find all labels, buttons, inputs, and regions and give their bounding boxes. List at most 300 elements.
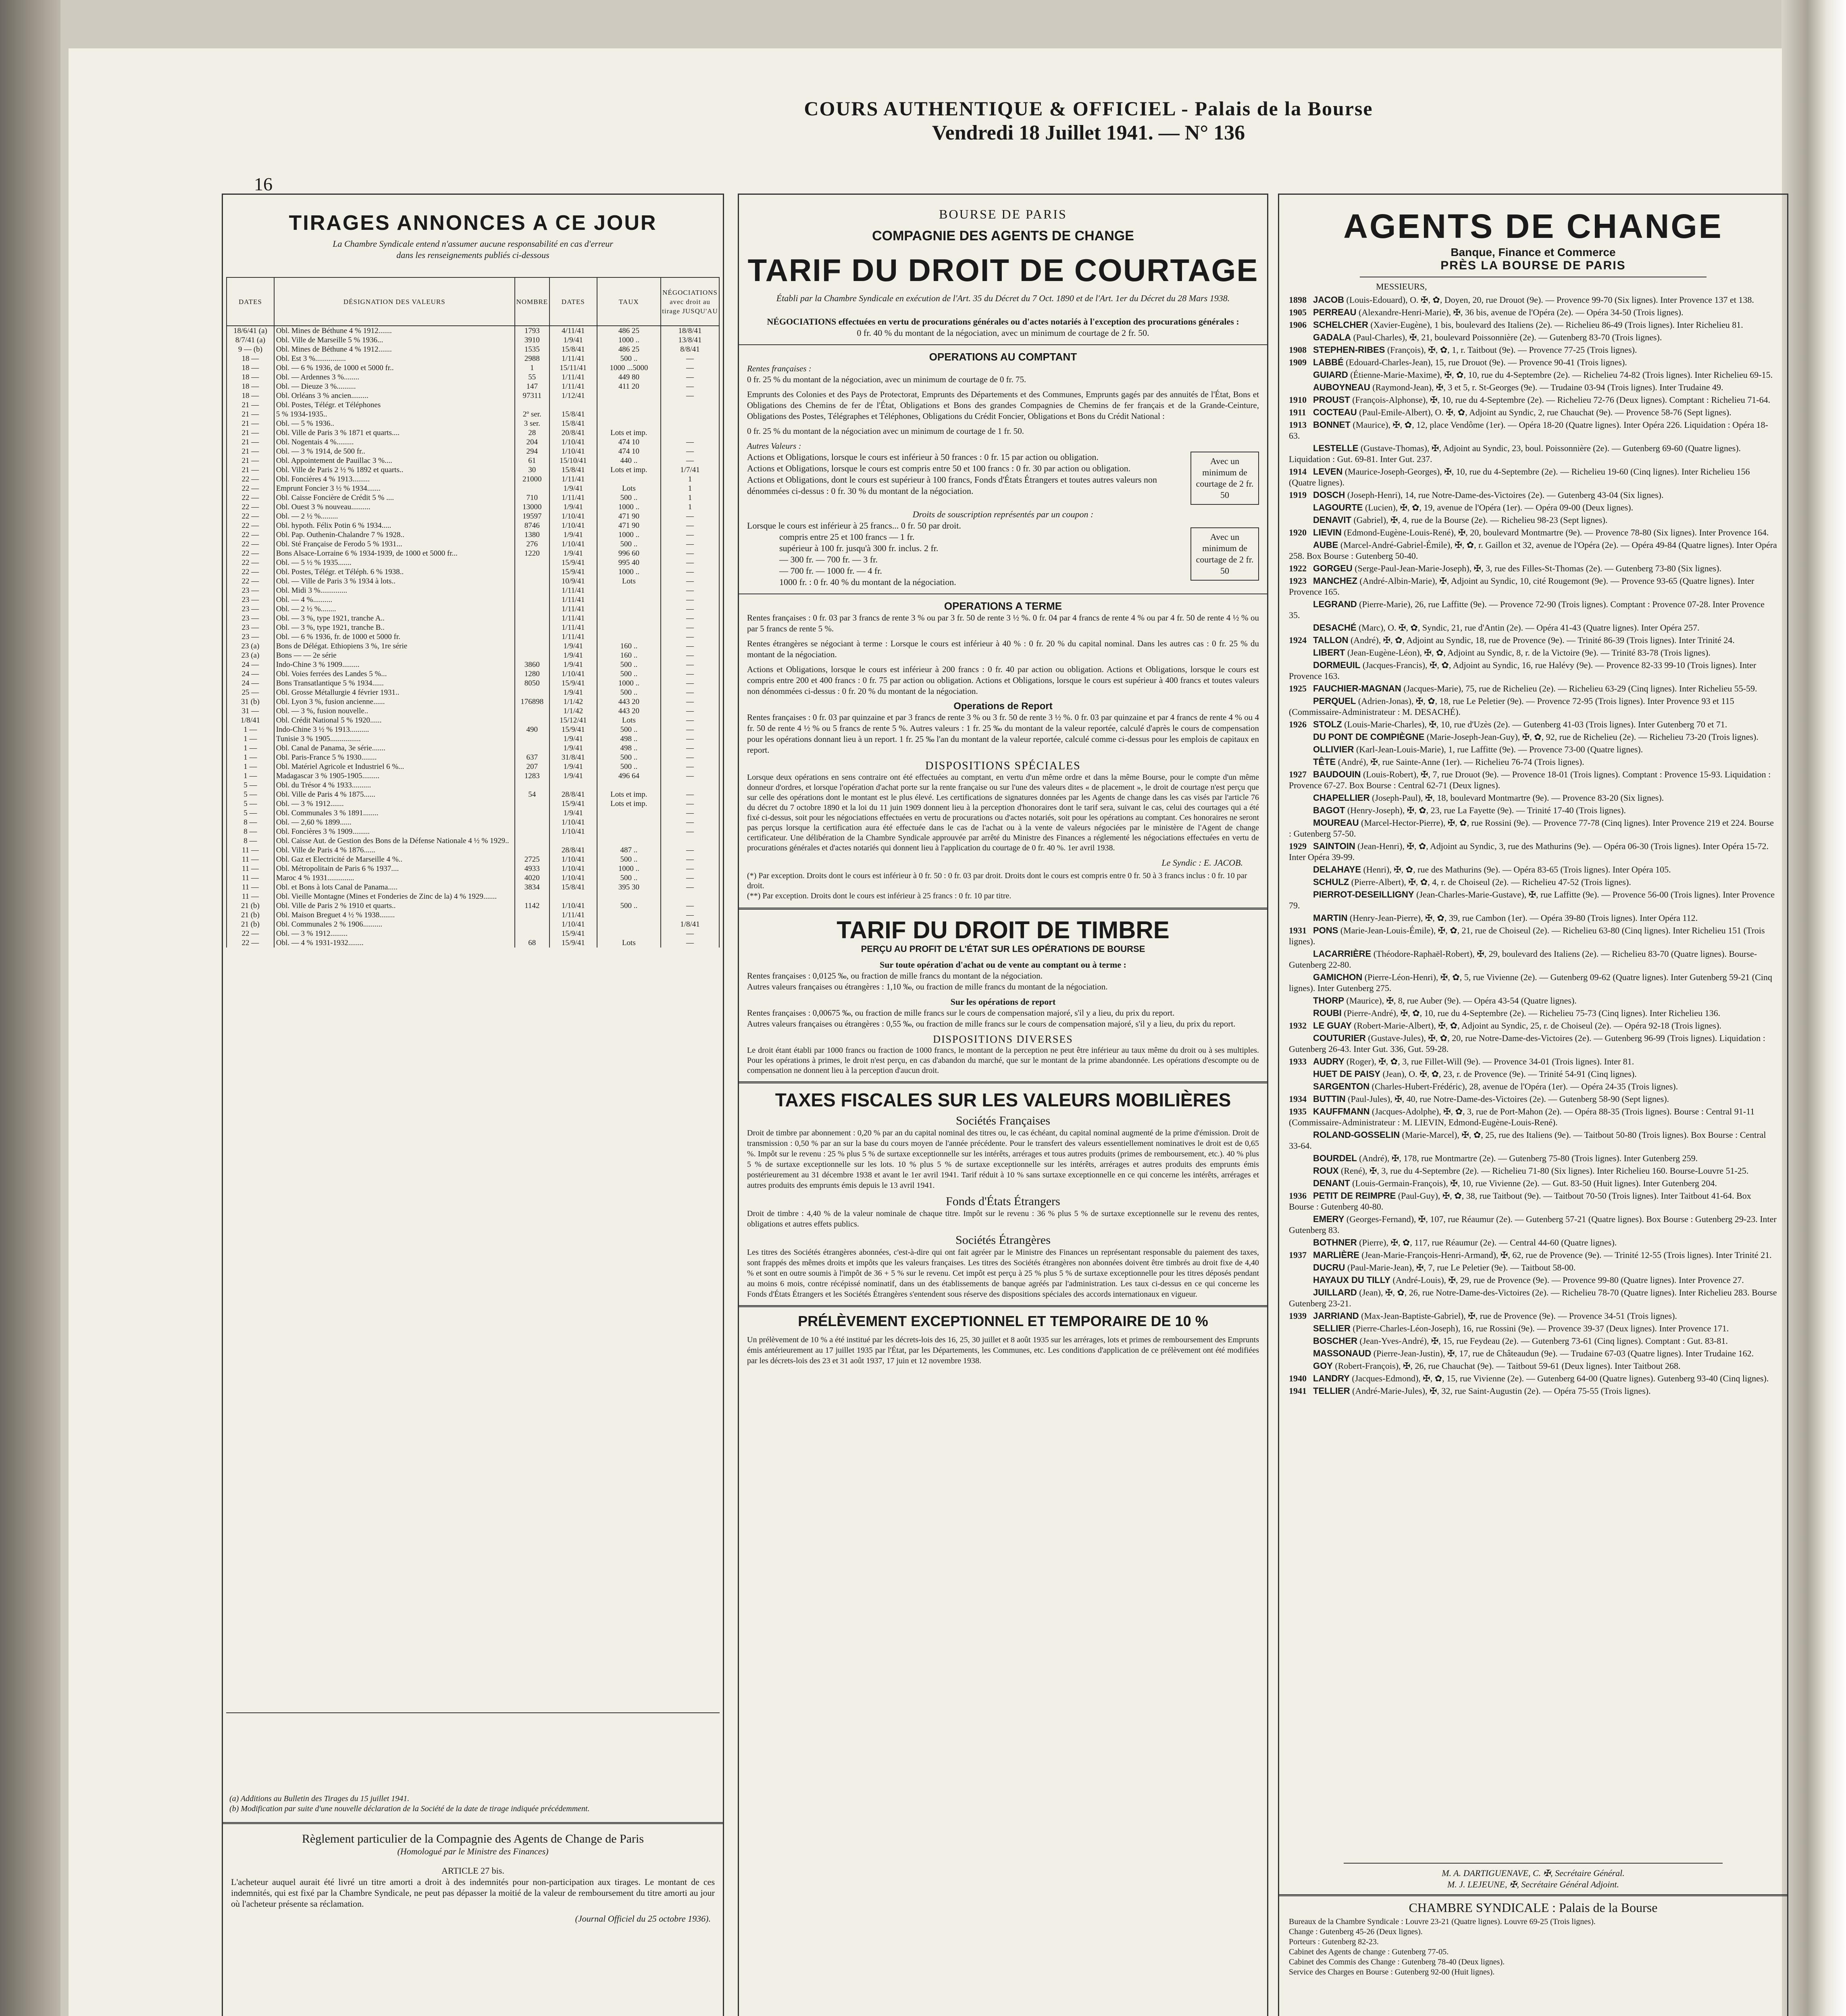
list-item (1289, 731, 1777, 742)
table-row (227, 725, 719, 734)
cell-remb-date: 1/9/41 (549, 771, 597, 781)
cell-negociation: — (661, 753, 719, 762)
table-row (227, 669, 719, 679)
agent-name: GOY (1313, 1361, 1333, 1371)
agent-details: (Joseph-Paul), ✠, 18, boulevard Montmartre (9e). — Provence 83-20 (Six lignes). (1372, 793, 1664, 803)
agent-name: THORP (1313, 996, 1344, 1006)
cell-remb-date: 1/1/42 (549, 697, 597, 706)
agent-details: (Pierre-Albert), ✠, ✿, 4, r. de Choiseul (2e). — Richelieu 47-52 (Trois lignes). (1351, 877, 1631, 887)
courtage-note-1: (*) Par exception. Droits dont le cours est inférieur à 0 fr. 50 : 0 fr. 03 par droit. Droits dont le cours est compris entre 0 fr. 50 à 3 francs inclus : 0 fr. 10 par droit. (747, 871, 1247, 890)
cell-nombre: 2988 (515, 354, 549, 363)
cell-taux: 440 .. (597, 456, 661, 465)
agent-details: (André), ✠, 178, rue Montmartre (2e). — Gutenberg 75-80 (Trois lignes). Inter Gutenberg 259. (1359, 1153, 1698, 1163)
agent-name: PERREAU (1313, 307, 1357, 317)
cell-date: 23 — (227, 595, 274, 604)
cell-date: 5 — (227, 799, 274, 808)
cell-taux (597, 614, 661, 623)
cell-nombre: 1535 (515, 345, 549, 354)
cell-date: 31 (b) (227, 697, 274, 706)
cell-nombre: 2725 (515, 855, 549, 864)
tirages-header-row (227, 277, 719, 326)
table-row (227, 883, 719, 892)
cell-date: 22 — (227, 502, 274, 512)
cell-taux: 496 64 (597, 771, 661, 781)
cell-remb-date: 1/10/41 (549, 521, 597, 530)
cell-taux: 474 10 (597, 437, 661, 447)
agent-details: (Henri), ✠, ✿, rue des Mathurins (9e). — Opéra 83-65 (Trois lignes). Inter Opéra 105. (1363, 864, 1671, 875)
cell-designation: Obl. Grosse Métallurgie 4 février 1931.. (274, 688, 515, 697)
table-row (227, 382, 719, 391)
timbre-comptant-head: Sur toute opération d'achat ou de vente au comptant ou à terme : (880, 960, 1126, 970)
cell-date: 21 — (227, 410, 274, 419)
terme-title: OPERATIONS A TERME (944, 600, 1062, 612)
cell-negociation: — (661, 437, 719, 447)
cell-date: 22 — (227, 484, 274, 493)
agent-details: (Marie-Joseph-Jean-Guy), ✠, ✿, 92, rue de Richelieu (2e). — Richelieu 73-20 (Trois lignes). (1426, 732, 1759, 742)
list-item (1289, 1129, 1777, 1151)
agents-subtitle-2: PRÈS LA BOURSE DE PARIS (1440, 259, 1626, 272)
agent-details: (André-Marie-Jules), ✠, 32, rue Saint-Augustin (2e). — Opéra 75-55 (Trois lignes). (1352, 1386, 1651, 1396)
list-item (1289, 1106, 1777, 1128)
list-item (1289, 635, 1777, 646)
cell-designation: Obl. Pap. Outhenin-Chalandre 7 % 1928.. (274, 530, 515, 539)
cell-remb-date: 15/8/41 (549, 345, 597, 354)
cell-date: 18 — (227, 373, 274, 382)
timbre-comptant-2: Autres valeurs françaises ou étrangères : 1,10 ‰, ou fraction de mille francs du montant de la négociation. (747, 982, 1108, 991)
cell-negociation: 18/8/41 (661, 326, 719, 335)
cell-negociation: — (661, 901, 719, 910)
list-item (1289, 1008, 1777, 1018)
cell-date: 24 — (227, 669, 274, 679)
list-item (1289, 744, 1777, 755)
list-item (1289, 307, 1777, 318)
cell-remb-date (549, 400, 597, 410)
cell-nombre (515, 577, 549, 586)
agent-year: 1923 (1289, 576, 1307, 586)
cell-date: 5 — (227, 790, 274, 799)
table-row (227, 456, 719, 465)
cell-designation: Obl. hypoth. Félix Potin 6 % 1934..... (274, 521, 515, 530)
list-item (1289, 696, 1777, 717)
cell-taux: 471 90 (597, 512, 661, 521)
cell-negociation (661, 892, 719, 901)
cell-designation: Obl. Lyon 3 %, fusion ancienne...... (274, 697, 515, 706)
cell-designation: Obl. Caisse Aut. de Gestion des Bons de la Défense Nationale 4 ½ % 1929.. (274, 836, 515, 846)
cell-remb-date: 1/9/41 (549, 651, 597, 660)
agent-name: KAUFFMANN (1313, 1106, 1370, 1116)
cell-nombre: 204 (515, 437, 549, 447)
cell-remb-date: 15/8/41 (549, 883, 597, 892)
reglement-article: ARTICLE 27 bis. (441, 1866, 504, 1876)
cell-negociation (661, 836, 719, 846)
cell-negociation: — (661, 447, 719, 456)
table-row (227, 632, 719, 641)
agent-name: COUTURIER (1313, 1033, 1366, 1043)
cell-nombre: 1793 (515, 326, 549, 335)
footnote-a: (a) Additions au Bulletin des Tirages du 15 juillet 1941. (229, 1794, 410, 1803)
cell-taux: 498 .. (597, 744, 661, 753)
agent-name: DUCRU (1313, 1262, 1345, 1272)
agent-name: BOTHNER (1313, 1237, 1357, 1248)
agent-details: (René), ✠, 3, rue du 4-Septembre (2e). — Richelieu 71-80 (Six lignes). Inter Richelieu 160. Bourse-Louvre 51-25. (1341, 1166, 1749, 1176)
agent-name: ROUX (1313, 1166, 1339, 1176)
cell-negociation (661, 400, 719, 410)
cell-designation: Madagascar 3 % 1905-1905......... (274, 771, 515, 781)
list-item (1289, 889, 1777, 911)
agent-name: HUET DE PAISY (1313, 1069, 1381, 1079)
cell-nombre: 54 (515, 790, 549, 799)
cell-negociation: — (661, 651, 719, 660)
agent-details: (Maurice), ✠, ✿, 12, place Vendôme (1er). — Opéra 18-20 (Quatre lignes). Inter Opéra 226. Liquidation : Opéra 18-63. (1289, 420, 1768, 441)
cell-negociation: — (661, 558, 719, 567)
cell-date: 21 — (227, 465, 274, 475)
table-row (227, 790, 719, 799)
table-row (227, 938, 719, 948)
list-item (1289, 382, 1777, 393)
cell-designation: Obl. Caisse Foncière de Crédit 5 % .... (274, 493, 515, 502)
agent-details: (Robert-François), ✠, 26, rue Chauchat (9e). — Taitbout 59-61 (Deux lignes). Inter Taitbout 268. (1335, 1361, 1681, 1371)
chambre-line-3: Porteurs : Gutenberg 82-23. (1289, 1937, 1379, 1946)
table-row (227, 799, 719, 808)
cell-date: 1 — (227, 734, 274, 744)
cell-designation: Obl. — 3 %, fusion nouvelle.. (274, 706, 515, 716)
cell-date: 23 — (227, 623, 274, 632)
cell-designation: Obl. — Ardennes 3 %........ (274, 373, 515, 382)
table-row (227, 539, 719, 549)
cell-date: 11 — (227, 864, 274, 873)
cell-nombre (515, 567, 549, 577)
terme-text: Rentes françaises : 0 fr. 03 par 3 francs de rente 3 % ou par 3 fr. 50 de rente 3 ½ %. 0 fr. 04 par 4 francs de rente 4 % ou par 4 fr. 50 de rente 4 ½ % ou par 5 francs de rente 5 %. (747, 613, 1259, 633)
agent-details: (Paul-Guy), ✠, ✿, 38, rue Taitbout (9e). — Taitbout 70-50 (Trois lignes). Inter Taitbout 41-64. Box Bourse : Gutenberg 40-80. (1289, 1191, 1751, 1212)
table-row (227, 567, 719, 577)
table-row (227, 521, 719, 530)
table-row (227, 808, 719, 818)
cell-negociation: — (661, 623, 719, 632)
list-item (1289, 466, 1777, 488)
secretaire-adjoint: M. J. LEJEUNE, ✠, Secrétaire Général Adjoint. (1447, 1879, 1619, 1889)
cell-taux (597, 929, 661, 938)
list-item (1289, 1250, 1777, 1260)
cell-nombre: 3860 (515, 660, 549, 669)
cell-designation: Obl. Mines de Béthune 4 % 1912....... (274, 345, 515, 354)
cell-taux (597, 586, 661, 595)
cell-date: 1/8/41 (227, 716, 274, 725)
cell-designation: Obl. Ville de Paris 3 % 1871 et quarts.... (274, 428, 515, 437)
cell-negociation: — (661, 688, 719, 697)
agent-details: (Louis-Marie-Charles), ✠, 10, rue d'Uzès (2e). — Gutenberg 41-03 (Trois lignes). Inter Gutenberg 70 et 71. (1344, 719, 1727, 729)
cell-date: 22 — (227, 530, 274, 539)
taxes-etats-head: Fonds d'États Étrangers (946, 1195, 1060, 1208)
cell-taux: Lots (597, 938, 661, 948)
cell-designation: Obl. Matériel Agricole et Industriel 6 %... (274, 762, 515, 771)
cell-negociation: — (661, 771, 719, 781)
cell-taux (597, 818, 661, 827)
agent-details: (Edouard-Charles-Jean), 15, rue Drouot (9e). — Provence 90-41 (Trois lignes). (1346, 357, 1627, 367)
cell-date: 22 — (227, 475, 274, 484)
diverses-text: Le droit étant établi par 1000 francs ou fraction de 1000 francs, le montant de la perception ne peut être inférieur au taux même du droit ou à ses multiples. Pour les opérations à primes, le droit n'est perçu, en cas d'abandon du marché, que sur le montant de la prime abandonnée. Les opérations d'escompte ou de compensation ne donnent lieu à la perception d'aucun droit. (747, 1046, 1259, 1075)
taxes-francaises-head: Sociétés Françaises (955, 1114, 1051, 1127)
cell-taux: 486 25 (597, 345, 661, 354)
cell-negociation: — (661, 818, 719, 827)
list-item (1289, 539, 1777, 561)
cell-taux: 411 20 (597, 382, 661, 391)
cell-remb-date: 15/8/41 (549, 410, 597, 419)
cell-designation: Obl. — Dieuze 3 %.......... (274, 382, 515, 391)
agent-name: DENAVIT (1313, 515, 1351, 525)
cell-nombre: 1 (515, 363, 549, 373)
cell-nombre (515, 706, 549, 716)
cell-negociation: — (661, 354, 719, 363)
agent-name: JUILLARD (1313, 1287, 1357, 1297)
cell-remb-date: 15/9/41 (549, 558, 597, 567)
agent-name: OLLIVIER (1313, 744, 1354, 754)
col-nombre: NOMBRE (515, 277, 549, 326)
cell-designation: Obl. Communales 3 % 1891........ (274, 808, 515, 818)
cell-nombre (515, 632, 549, 641)
agent-details: (Jean-Yves-André), ✠, 15, rue Feydeau (2e). — Gutenberg 73-61 (Cinq lignes). Comptant : Gut. 83-81. (1359, 1336, 1728, 1346)
agent-details: (Pierre-Jean-Justin), ✠, 17, rue de Châteaudun (9e). — Trudaine 67-03 (Quatre lignes). Inter Trudaine 162. (1373, 1348, 1754, 1358)
list-item (1289, 1068, 1777, 1079)
reglement-text: L'acheteur auquel aurait été livré un titre amorti a droit à des indemnités pour non-participation aux tirages. Le montant de ces indemnités, qui est fixé par la Chambre Syndicale, ne peut pas dépasser la moitié de la valeur de remboursement du titre amorti au jour où l'acheteur présente sa réclamation. (231, 1877, 715, 1909)
agent-name: SELLIER (1313, 1323, 1351, 1333)
cell-nombre: 276 (515, 539, 549, 549)
cell-negociation: — (661, 530, 719, 539)
cell-designation: Obl. Maison Breguet 4 ½ % 1938........ (274, 910, 515, 920)
list-item (1289, 1287, 1777, 1309)
agent-details: (Théodore-Raphaël-Robert), ✠, 29, boulevard des Italiens (2e). — Richelieu 83-70 (Quatre lignes). Bourse-Gutenberg 22-80. (1289, 949, 1757, 970)
cell-nombre: 710 (515, 493, 549, 502)
list-item (1289, 502, 1777, 513)
autres-1: Actions et Obligations, lorsque le cours est inférieur à 50 frances : 0 fr. 15 par action ou obligation. (747, 452, 1099, 462)
list-item (1289, 443, 1777, 464)
cell-designation: Obl. Crédit National 5 % 1920...... (274, 716, 515, 725)
agent-year: 1908 (1289, 345, 1307, 355)
cell-taux: 471 90 (597, 521, 661, 530)
cell-designation: Obl. — 2,60 % 1899...... (274, 818, 515, 827)
cell-nombre (515, 892, 549, 901)
cell-designation: Obl. — 4 % 1931-1932........ (274, 938, 515, 948)
agent-details: (Jean-Eugène-Léon), ✠, ✿, Adjoint au Syndic, 8, r. de la Victoire (9e). — Trinité 83-78 (Trois lignes). (1347, 648, 1711, 658)
cell-remb-date (549, 836, 597, 846)
cell-designation: Obl. Midi 3 %.............. (274, 586, 515, 595)
divider (739, 1081, 1267, 1083)
cell-remb-date: 1/11/41 (549, 623, 597, 632)
agent-details: (Jacques-Edmond), ✠, ✿, 15, rue Vivienne (2e). — Gutenberg 64-00 (Quatre lignes). Gutenberg 93-40 (Cinq lignes). (1352, 1373, 1769, 1383)
list-item (1289, 1275, 1777, 1285)
cell-date: 11 — (227, 855, 274, 864)
list-item (1289, 1310, 1777, 1321)
cell-date: 21 — (227, 456, 274, 465)
table-row (227, 410, 719, 419)
cell-taux: 500 .. (597, 725, 661, 734)
agent-year: 1936 (1289, 1191, 1307, 1201)
agents-list (1289, 294, 1777, 1859)
souscription-5: — 700 fr. — 1000 fr. — 4 fr. (779, 566, 882, 576)
cell-taux (597, 475, 661, 484)
cell-negociation: — (661, 604, 719, 614)
agent-year: 1933 (1289, 1056, 1307, 1066)
cell-remb-date: 15/9/41 (549, 799, 597, 808)
cell-negociation: — (661, 577, 719, 586)
agent-name: LE GUAY (1313, 1020, 1352, 1031)
cell-nombre: 30 (515, 465, 549, 475)
agent-name: MANCHEZ (1313, 576, 1357, 586)
cell-negociation (661, 410, 719, 419)
cell-date: 22 — (227, 493, 274, 502)
chambre-line-1: Bureaux de la Chambre Syndicale : Louvre 23-21 (Quatre lignes). Louvre 69-25 (Trois lignes). (1289, 1917, 1596, 1926)
list-item (1289, 1214, 1777, 1235)
cell-remb-date: 1/11/41 (549, 586, 597, 595)
list-item (1289, 1348, 1777, 1359)
agent-details: (Jean-Henri), ✠, ✿, Adjoint au Syndic, 3, rue des Mathurins (9e). — Opéra 06-30 (Trois lignes). Inter Opéra 15-72. Inter Opéra 39-99. (1289, 841, 1769, 862)
negociations-head: NÉGOCIATIONS effectuées en vertu de procurations générales ou d'actes notariés à l'exception des procurations générales : (767, 317, 1239, 327)
cell-taux: 500 .. (597, 762, 661, 771)
cell-remb-date: 1/9/41 (549, 660, 597, 669)
cell-remb-date: 15/9/41 (549, 938, 597, 948)
cell-nombre (515, 799, 549, 808)
agent-details: (Joseph-Henri), 14, rue Notre-Dame-des-Victoires (2e). — Gutenberg 43-04 (Six lignes). (1347, 490, 1664, 500)
agent-details: (Jean), ✠, ✿, 26, rue Notre-Dame-des-Victoires (2e). — Richelieu 78-70 (Quatre lignes). Inter Richelieu 283. Bourse Gutenberg 23-21. (1289, 1287, 1777, 1308)
cell-nombre: 176898 (515, 697, 549, 706)
cell-negociation: — (661, 790, 719, 799)
table-row (227, 679, 719, 688)
cell-taux: 1000 .. (597, 335, 661, 345)
cell-negociation: — (661, 716, 719, 725)
cell-remb-date: 1/9/41 (549, 762, 597, 771)
list-item (1289, 1373, 1777, 1384)
agent-year: 1898 (1289, 295, 1307, 305)
table-row (227, 781, 719, 790)
cell-designation: Obl. — 3 %, type 1921, tranche A.. (274, 614, 515, 623)
cell-nombre (515, 808, 549, 818)
cell-remb-date: 1/11/41 (549, 614, 597, 623)
agent-details: (François), ✠, ✿, 1, r. Taitbout (9e). — Provence 77-25 (Trois lignes). (1387, 345, 1637, 355)
cell-date: 1 — (227, 725, 274, 734)
cell-nombre: 3834 (515, 883, 549, 892)
agent-year: 1919 (1289, 490, 1307, 500)
cell-taux: 500 .. (597, 539, 661, 549)
agent-details: (Serge-Paul-Jean-Marie-Joseph), ✠, 3, rue des Filles-St-Thomas (2e). — Gutenberg 73-80 (Six lignes). (1355, 563, 1721, 573)
rentes-text: 0 fr. 25 % du montant de la négociation, avec un minimum de courtage de 0 fr. 75. (747, 375, 1026, 384)
list-item (1289, 1190, 1777, 1212)
cell-taux (597, 623, 661, 632)
agent-details: (Jacques-Marie), 75, rue de Richelieu (2e). — Richelieu 63-29 (Cinq lignes). Inter Richelieu 55-59. (1403, 683, 1757, 694)
table-row (227, 530, 719, 539)
cell-taux: 500 .. (597, 855, 661, 864)
cell-remb-date: 1/10/41 (549, 669, 597, 679)
cell-date: 23 (a) (227, 651, 274, 660)
table-row (227, 855, 719, 864)
masthead-title: COURS AUTHENTIQUE & OFFICIEL - Palais de la Bourse (804, 97, 1373, 120)
cell-remb-date: 1/10/41 (549, 827, 597, 836)
agent-year: 1909 (1289, 357, 1307, 367)
cell-taux: Lots et imp. (597, 799, 661, 808)
rentes-label: Rentes françaises : (747, 364, 812, 373)
cell-taux (597, 632, 661, 641)
agent-details: (Pierre-Léon-Henri), ✠, ✿, 5, rue Vivienne (2e). — Gutenberg 09-62 (Quatre lignes). Inter Gutenberg 59-21 (Cinq lignes). Inter Gutenberg 275. (1289, 972, 1772, 993)
cell-negociation: — (661, 456, 719, 465)
cell-date: 31 — (227, 706, 274, 716)
list-item (1289, 683, 1777, 694)
cell-remb-date: 4/11/41 (549, 326, 597, 335)
cell-negociation (661, 428, 719, 437)
cell-negociation: — (661, 595, 719, 604)
agent-name: LAGOURTE (1313, 502, 1363, 512)
agent-details: (Pierre-Marie), 26, rue Laffitte (9e). — Provence 72-90 (Trois lignes). Comptant : Provence 07-28. Inter Provence 35. (1289, 599, 1765, 620)
cell-remb-date: 28/8/41 (549, 846, 597, 855)
agent-details: (Pierre-Charles-Léon-Joseph), 16, rue Rossini (9e). — Provence 39-37 (Deux lignes). Inter Provence 171. (1353, 1323, 1729, 1333)
agent-details: (Marc), O. ✠, ✿, Syndic, 21, rue d'Antin (2e). — Opéra 41-43 (Quatre lignes). Inter Opéra 257. (1359, 623, 1700, 633)
cell-designation: Obl. — 2 ½ %........ (274, 604, 515, 614)
divider (739, 1305, 1267, 1307)
table-row (227, 326, 719, 335)
table-row (227, 419, 719, 428)
cell-remb-date: 1/11/41 (549, 475, 597, 484)
cell-remb-date: 1/9/41 (549, 549, 597, 558)
minimum-box-1: Avec un minimum de courtage de 2 fr. 50 (1190, 452, 1259, 505)
cell-designation: Obl. Appointement de Pauillac 3 %.... (274, 456, 515, 465)
cell-date: 8 — (227, 836, 274, 846)
masthead-date: Vendredi 18 Juillet 1941. — N° 136 (932, 121, 1245, 144)
cell-negociation: 8/8/41 (661, 345, 719, 354)
cell-date: 23 (a) (227, 641, 274, 651)
cell-nombre (515, 400, 549, 410)
cell-nombre (515, 929, 549, 938)
agent-details: (Charles-Hubert-Frédéric), 28, avenue de l'Opéra (1er). — Opéra 24-35 (Trois lignes). (1371, 1081, 1678, 1091)
cell-designation: Obl. — 2 ½ %......... (274, 512, 515, 521)
list-item (1289, 407, 1777, 418)
chambre-line-2: Change : Gutenberg 45-26 (Deux lignes). (1289, 1927, 1423, 1936)
agent-details: (Adrien-Jonas), ✠, ✿, 18, rue Le Peletier (9e). — Provence 72-95 (Trois lignes). Inter Provence 93 et 115 (Commissaire-Administrateur : M. DESACHÉ). (1289, 696, 1734, 717)
cell-remb-date: 1/10/41 (549, 818, 597, 827)
cell-date: 8 — (227, 827, 274, 836)
cell-nombre: 8050 (515, 679, 549, 688)
table-row (227, 604, 719, 614)
agent-name: EMERY (1313, 1214, 1344, 1224)
table-row (227, 864, 719, 873)
cell-remb-date: 1/9/41 (549, 530, 597, 539)
cell-designation: Obl. — 3 % 1912....... (274, 799, 515, 808)
cell-designation: Indo-Chine 3 ½ % 1913.......... (274, 725, 515, 734)
agent-name: PIERROT-DESEILLIGNY (1313, 889, 1414, 900)
cell-taux: Lots et imp. (597, 428, 661, 437)
cell-taux: 500 .. (597, 901, 661, 910)
cell-taux: 1000 .. (597, 567, 661, 577)
agent-year: 1931 (1289, 925, 1307, 935)
agent-details: (Xavier-Eugène), 1 bis, boulevard des Italiens (2e). — Richelieu 86-49 (Trois lignes). Inter Richelieu 81. (1370, 320, 1743, 330)
agent-year: 1905 (1289, 307, 1307, 317)
agent-name: BONNET (1313, 420, 1351, 430)
comptant-title: OPERATIONS AU COMPTANT (929, 351, 1077, 363)
agent-year: 1925 (1289, 683, 1307, 694)
list-item (1289, 972, 1777, 993)
list-item (1289, 1081, 1777, 1092)
table-row (227, 697, 719, 706)
cell-nombre: 4020 (515, 873, 549, 883)
cell-taux: 498 .. (597, 734, 661, 744)
souscription-4: — 300 fr. — 700 fr. — 3 fr. (779, 554, 878, 564)
cell-remb-date: 1/9/41 (549, 484, 597, 493)
cell-remb-date: 28/8/41 (549, 790, 597, 799)
cell-remb-date: 1/10/41 (549, 437, 597, 447)
cell-taux: 443 20 (597, 706, 661, 716)
cell-negociation: — (661, 762, 719, 771)
cell-date: 21 — (227, 447, 274, 456)
cell-date: 21 (b) (227, 920, 274, 929)
agent-details: (Louis-Edouard), O. ✠, ✿, Doyen, 20, rue Drouot (9e). — Provence 99-70 (Six lignes). Inter Provence 137 et 138. (1346, 295, 1754, 305)
agent-name: DELAHAYE (1313, 864, 1361, 875)
agent-year: 1913 (1289, 420, 1307, 430)
